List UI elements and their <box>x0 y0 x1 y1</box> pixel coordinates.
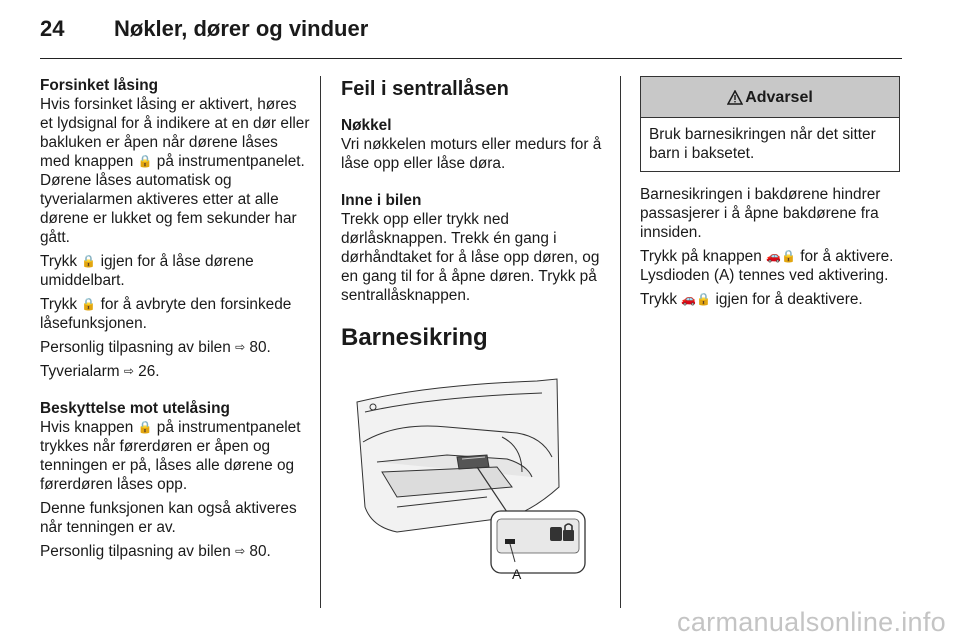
text: Tyverialarm <box>40 363 120 380</box>
section-heading-central-lock-fault: Feil i sentrallåsen <box>341 78 509 100</box>
text: Hvis forsinket låsing er aktivert, høres et lydsignal for å indikere at en dør eller bakluken er åpen når dørene låses med knappen <box>40 96 310 170</box>
page-title: Nøkler, dører og vinduer <box>114 16 369 41</box>
text: Trykk <box>40 296 78 313</box>
column-divider-2 <box>620 76 621 608</box>
text: Personlig tilpasning av bilen <box>40 339 231 356</box>
text: på instrumentpanelet. Dørene låses automatisk og tyverialarmen aktiveres etter at alle dørene er lukket og fem sekunder har gått. <box>40 153 305 246</box>
watermark: carmanualsonline.info <box>677 607 946 637</box>
child-lock-icon: 🚗🔒 <box>681 292 712 306</box>
section-heading-child-lock: Barnesikring <box>341 324 488 351</box>
column-divider-1 <box>320 76 321 608</box>
text: på instrumentpanelet trykkes når førerdøren er åpen og tenningen er på, låses alle dørene og førerdøren låses opp. <box>40 419 301 493</box>
page-reference-link[interactable]: 80. <box>249 339 271 356</box>
spacer <box>341 178 609 191</box>
text: igjen for å låse dørene umiddelbart. <box>40 253 254 289</box>
subheading-key: Nøkkel <box>341 117 392 134</box>
paragraph <box>40 95 312 247</box>
text: for å aktivere. Lysdioden (A) tennes ved aktivering. <box>640 248 894 284</box>
page-reference-arrow-icon: ⇨ <box>123 364 134 378</box>
text: for å avbryte den forsinkede låsefunksjonen. <box>40 296 292 332</box>
paragraph <box>40 418 312 494</box>
paragraph <box>40 295 312 333</box>
paragraph <box>40 542 312 561</box>
subheading-inside-car: Inne i bilen <box>341 192 422 209</box>
led-indicator <box>505 539 515 544</box>
section-heading-delayed-locking: Forsinket låsing <box>40 77 159 94</box>
lock-icon: 🔒 <box>81 254 97 268</box>
paragraph <box>640 290 902 309</box>
column-1 <box>40 76 312 566</box>
child-lock-button-callout <box>491 511 585 573</box>
text: Hvis knappen <box>40 419 134 436</box>
door-panel-drawing <box>357 379 559 532</box>
page-reference-arrow-icon: ⇨ <box>235 544 246 558</box>
warning-text: Bruk barnesikringen når det sitter barn i baksetet. <box>649 126 876 162</box>
paragraph <box>640 247 902 285</box>
page-reference-link[interactable]: 26. <box>138 363 160 380</box>
lock-icon: 🔒 <box>137 154 153 168</box>
column-2 <box>341 76 609 587</box>
paragraph: Denne funksjonen kan også aktiveres når tenningen er av. <box>40 500 297 536</box>
lock-icon: 🔒 <box>137 420 153 434</box>
paragraph: Trekk opp eller trykk ned dørlåsknappen. Trekk én gang i dørhåndtaket for å låse opp døren, og en gang til for å åpne døren. Trykk på sentrallåsknappen. <box>341 211 600 304</box>
page-reference-arrow-icon: ⇨ <box>235 340 246 354</box>
paragraph: Barnesikringen i bakdørene hindrer passasjerer i å åpne bakdørene fra innsiden. <box>640 186 881 241</box>
paragraph <box>40 338 312 357</box>
figure-label-a: A <box>512 566 522 582</box>
lock-icon: 🔒 <box>81 297 97 311</box>
page-reference-link[interactable]: 80. <box>249 543 271 560</box>
warning-triangle-icon <box>727 90 743 105</box>
text: Trykk <box>640 291 678 308</box>
page-number: 24 <box>40 16 65 41</box>
door-panel-illustration <box>337 367 599 587</box>
column-3 <box>640 76 902 314</box>
paragraph <box>40 362 312 381</box>
text: Personlig tilpasning av bilen <box>40 543 231 560</box>
warning-box <box>640 76 900 172</box>
text: Trykk på knappen <box>640 248 762 265</box>
paragraph <box>40 252 312 290</box>
text: Trykk <box>40 253 78 270</box>
text: igjen for å deaktivere. <box>715 291 863 308</box>
warning-title: Advarsel <box>745 88 813 106</box>
paragraph: Vri nøkkelen moturs eller medurs for å låse opp eller låse døra. <box>341 136 602 172</box>
section-heading-lockout-protection: Beskyttelse mot utelåsing <box>40 400 230 417</box>
warning-header <box>641 77 899 118</box>
spacer <box>40 386 312 399</box>
child-lock-icon: 🚗🔒 <box>766 249 796 263</box>
page-header <box>40 12 902 59</box>
